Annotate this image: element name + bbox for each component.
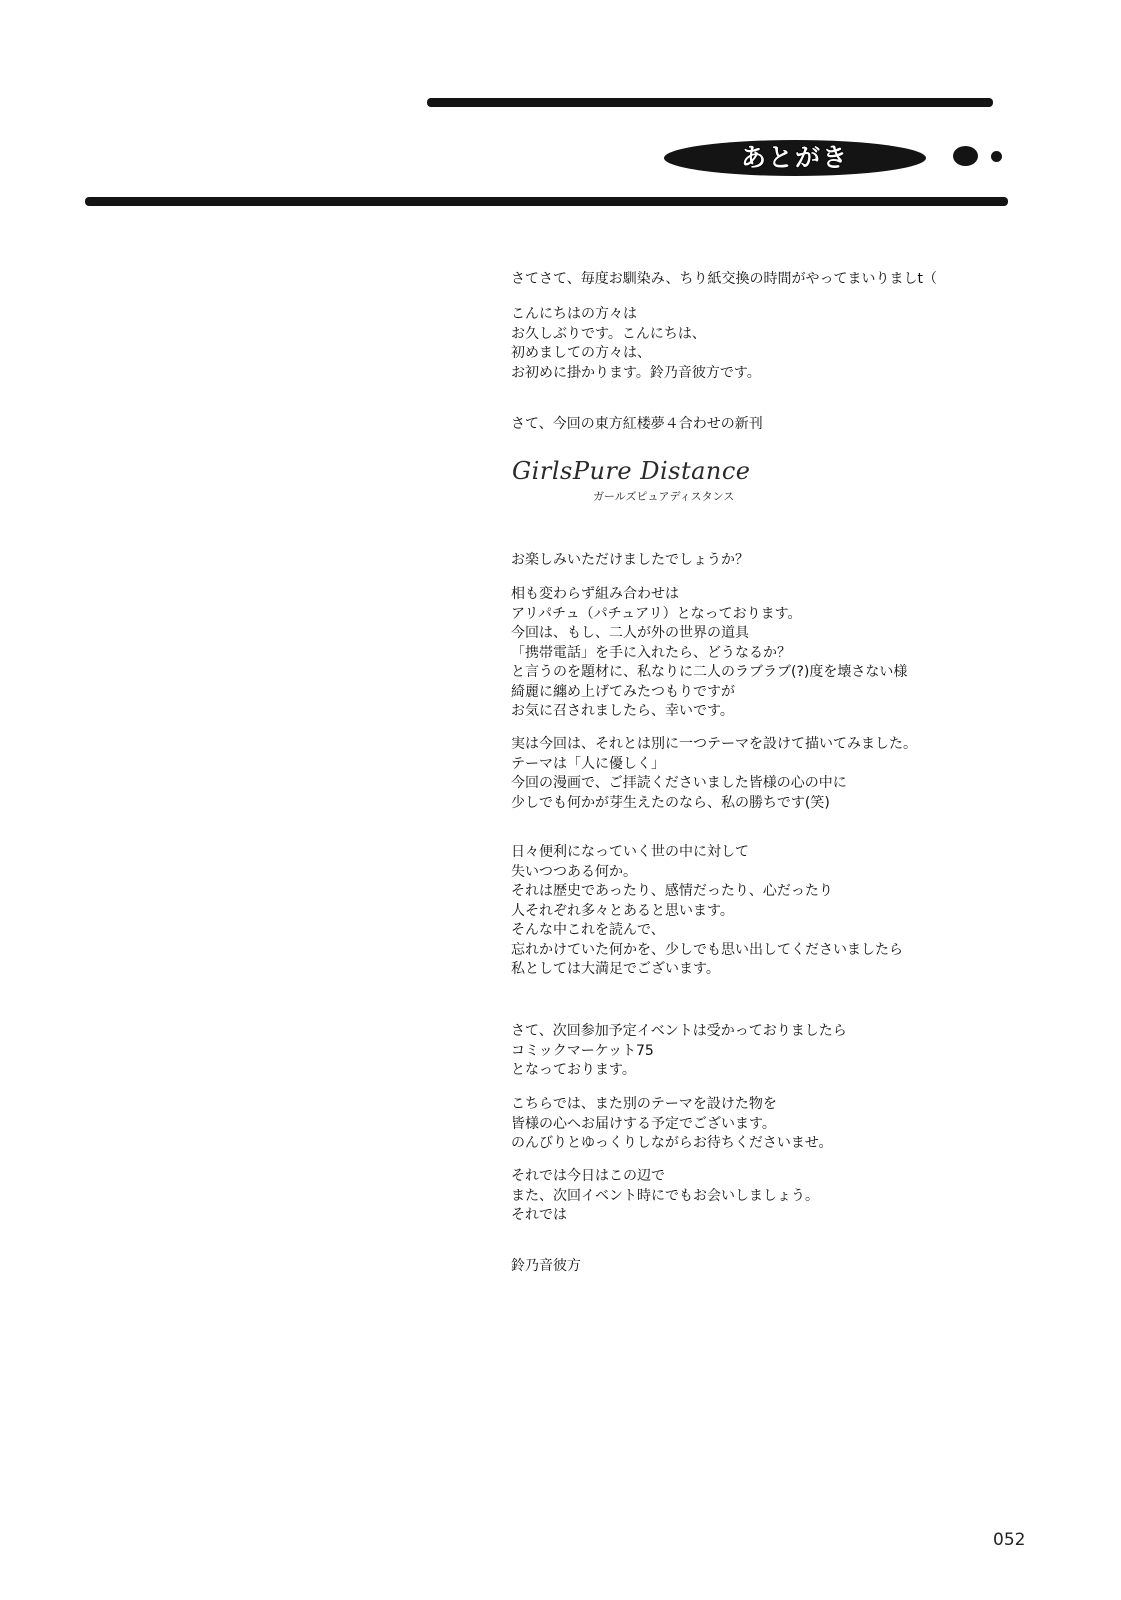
text-line: 失いつつある何か。 [511, 863, 637, 880]
paragraph-signature [511, 1257, 1011, 1277]
text-line: と言うのを題材に、私なりに二人のラブラブ(?)度を壊さない様 [511, 664, 908, 680]
text-line: 私としては大満足でございます。 [511, 961, 720, 977]
text-line: そんな中これを読んで、 [511, 922, 665, 938]
decor-dot-small [991, 151, 1002, 162]
book-title-logo: GirlsPure Distance [512, 457, 751, 485]
text-line: それは歴史であったり、感情だったり、心だったり [511, 883, 833, 899]
page-title: あとがき [740, 143, 849, 172]
text-line: それでは今日はこの辺で [511, 1168, 665, 1184]
text-line: 少しでも何かが芽生えたのなら、私の勝ちです(笑) [511, 794, 830, 811]
text-line: 初めましての方々は、 [511, 345, 651, 361]
header-rule-top [427, 98, 993, 107]
text-line: となっております。 [511, 1062, 636, 1078]
text-line: さてさて、毎度お馴染み、ちり紙交換の時間がやってまいりましt（ [511, 271, 938, 287]
paragraph-question [511, 551, 1011, 571]
text-line: 皆様の心へお届けする予定でございます。 [511, 1115, 776, 1132]
text-line: お久しぶりです。こんにちは、 [511, 325, 706, 342]
header-rule-bottom [85, 197, 1008, 206]
text-line: 日々便利になっていく世の中に対して [511, 844, 749, 860]
text-line: お楽しみいただけましたでしょうか？ [511, 552, 749, 568]
paragraph-reflection [511, 843, 1011, 980]
text-line: さて、今回の東方紅楼夢４合わせの新刊 [511, 416, 763, 432]
text-line: 今回の漫画で、ご拝読くださいました皆様の心の中に [511, 775, 847, 791]
paragraph-story [511, 585, 1011, 722]
text-line: のんびりとゆっくりしながらお待ちくださいませ。 [511, 1135, 833, 1151]
decor-dot-large [953, 146, 978, 166]
text-line: 人それぞれ多々とあると思います。 [511, 902, 734, 919]
text-line: 「携帯電話」を手に入れたら、どうなるか？ [511, 644, 791, 661]
text-line: 実は今回は、それとは別に一つテーマを設けて描いてみました。 [511, 736, 917, 752]
paragraph-new-book [511, 415, 1011, 435]
page-number: 052 [993, 1530, 1026, 1550]
text-line: お初めに掛かります。鈴乃音彼方です。 [511, 364, 761, 381]
paragraph-theme [511, 735, 1011, 813]
text-line: 綺麗に纏め上げてみたつもりですが [511, 683, 735, 700]
text-line: こんにちはの方々は [511, 306, 637, 322]
text-line: こちらでは、また別のテーマを設けた物を [511, 1096, 777, 1112]
paragraph-closing [511, 1167, 1011, 1226]
book-title-reading: ガールズピュアディスタンス [593, 490, 735, 503]
text-line: それでは [511, 1207, 567, 1223]
text-line: 今回は、もし、二人が外の世界の道具 [511, 625, 749, 641]
text-line: 相も変わらず組み合わせは [511, 586, 679, 602]
paragraph-intro [511, 305, 1011, 383]
paragraph-next-event [511, 1022, 1011, 1081]
text-line: テーマは「人に優しく」 [511, 755, 665, 772]
paragraph-greeting [511, 270, 1011, 290]
paragraph-plans [511, 1095, 1011, 1154]
text-line: 忘れかけていた何かを、少しでも思い出してくださいましたら [511, 941, 903, 958]
text-line: コミックマーケット75 [511, 1042, 654, 1059]
text-line: さて、次回参加予定イベントは受かっておりましたら [511, 1023, 847, 1039]
text-line: アリパチュ（パチュアリ）となっております。 [511, 605, 802, 622]
text-line: また、次回イベント時にでもお会いしましょう。 [511, 1187, 819, 1204]
text-line: お気に召されましたら、幸いです。 [511, 703, 734, 719]
author-signature: 鈴乃音彼方 [511, 1258, 581, 1274]
